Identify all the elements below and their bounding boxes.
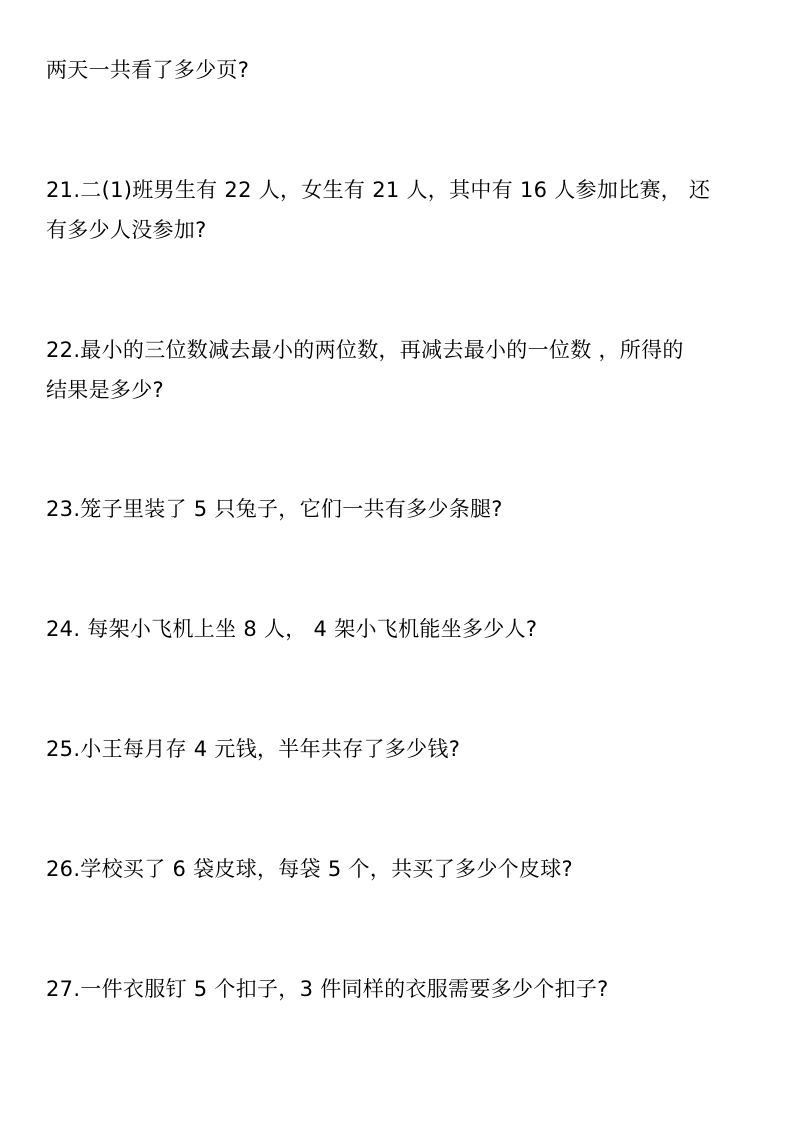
question-24: 24. 每架小飞机上坐 8 人， 4 架小飞机能坐多少人? [46, 617, 538, 641]
question-23: 23.笼子里装了 5 只兔子，它们一共有多少条腿? [46, 497, 503, 521]
question-20-continuation: 两天一共看了多少页? [46, 58, 250, 82]
question-22-line-1: 22.最小的三位数减去最小的两位数，再减去最小的一位数 ，所得的 [46, 338, 684, 362]
question-27: 27.一件衣服钉 5 个扣子，3 件同样的衣服需要多少个扣子? [46, 977, 609, 1001]
question-25: 25.小王每月存 4 元钱，半年共存了多少钱? [46, 737, 461, 761]
question-22-line-2: 结果是多少? [46, 378, 164, 402]
question-21-line-1: 21.二(1)班男生有 22 人，女生有 21 人，其中有 16 人参加比赛， 还 [46, 178, 711, 202]
question-26: 26.学校买了 6 袋皮球，每袋 5 个，共买了多少个皮球? [46, 857, 573, 881]
question-21-line-2: 有多少人没参加? [46, 218, 207, 242]
